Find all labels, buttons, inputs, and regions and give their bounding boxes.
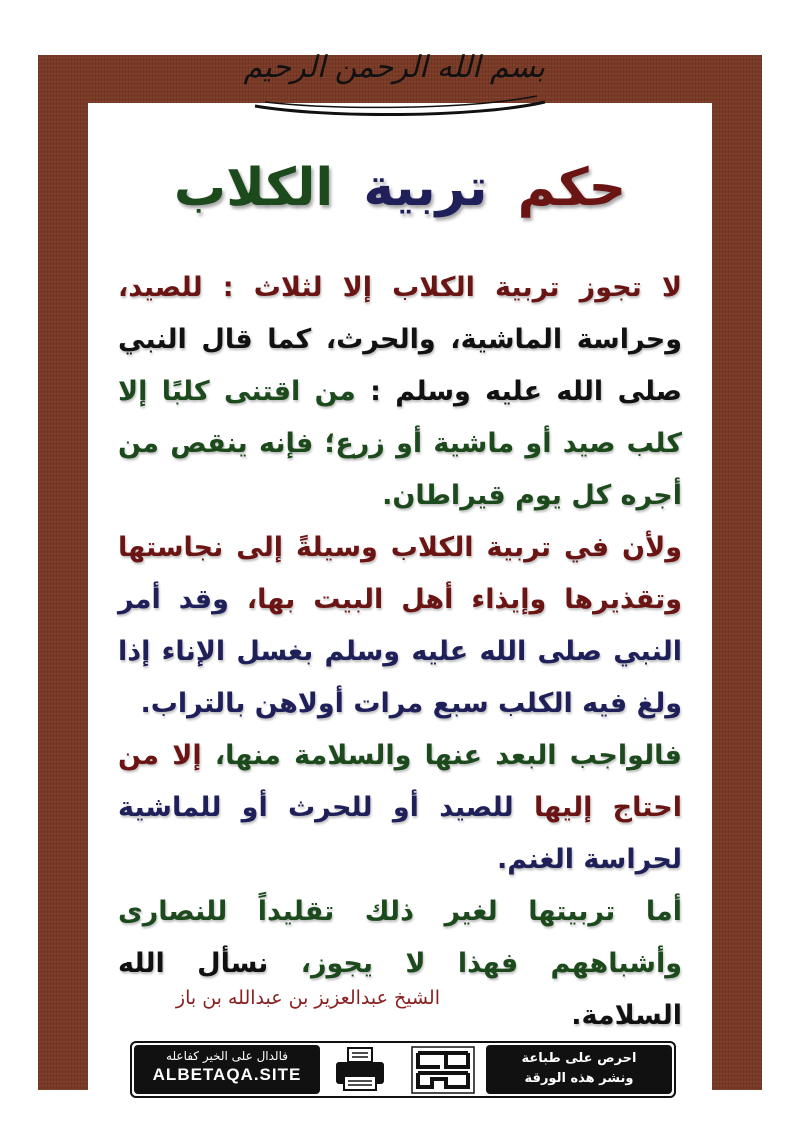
- page-title: [100, 158, 700, 218]
- paragraph-3-segment: إلا من احتاج إليها: [118, 740, 682, 823]
- paragraph-4-segment: أما تربيتها لغير ذلك تقليداً للنصارى وأشباههم فهذا لا يجوز،: [118, 896, 682, 979]
- footer-print-line-2: ونشر هذه الورقة: [524, 1071, 634, 1086]
- footer-bar: [130, 1041, 676, 1098]
- paragraph-3: [118, 730, 682, 886]
- paragraph-4: [118, 886, 682, 1042]
- footer-print-line-1: احرص على طباعة: [521, 1051, 637, 1066]
- title-word-1: حكم: [517, 158, 627, 218]
- site-link[interactable]: ALBETAQA.SITE: [152, 1065, 302, 1084]
- footer-site-box: [134, 1045, 320, 1094]
- basmala: بسم الله الرحمن الرحيم: [243, 50, 545, 85]
- paragraph-1-segment: لا تجوز تربية الكلاب إلا لثلاث : للصيد،: [118, 272, 682, 303]
- footer-print-box: [486, 1045, 672, 1094]
- paragraph-1: [118, 262, 682, 522]
- paragraph-2: [118, 522, 682, 730]
- title-word-2: تربية: [363, 158, 488, 218]
- albetaqa-logo: [410, 1045, 476, 1095]
- author-attribution: الشيخ عبدالعزيز بن عبدالله بن باز: [175, 987, 440, 1009]
- title-word-3: الكلاب: [173, 158, 334, 218]
- paragraph-2-segment: وقد أمر النبي صلى الله عليه وسلم بغسل الإناء إذا ولغ فيه الكلب سبع مرات أولاهن بالتراب.: [118, 584, 682, 719]
- paragraph-1-segment: وحراسة الماشية، والحرث، كما قال النبي صلى الله عليه وسلم :: [118, 324, 682, 407]
- paragraph-4-segment: نسأل الله السلامة.: [118, 948, 682, 1031]
- paragraph-3-segment: فالواجب البعد عنها والسلامة منها،: [214, 740, 682, 771]
- paragraph-3-segment: للصيد أو للحرث أو للماشية لحراسة الغنم.: [118, 792, 682, 875]
- footer-motto: فالدال على الخير كفاعله: [166, 1049, 288, 1063]
- paragraph-2-segment: ولأن في تربية الكلاب وسيلةً إلى نجاستها وتقذيرها وإيذاء أهل البيت بها،: [118, 532, 683, 615]
- hadith-quote: من اقتنى كلبًا إلا كلب صيد أو ماشية أو زرع؛ فإنه ينقص من أجره كل يوم قيراطان.: [118, 376, 682, 511]
- printer-icon: [332, 1046, 388, 1094]
- main-text: [118, 262, 682, 1042]
